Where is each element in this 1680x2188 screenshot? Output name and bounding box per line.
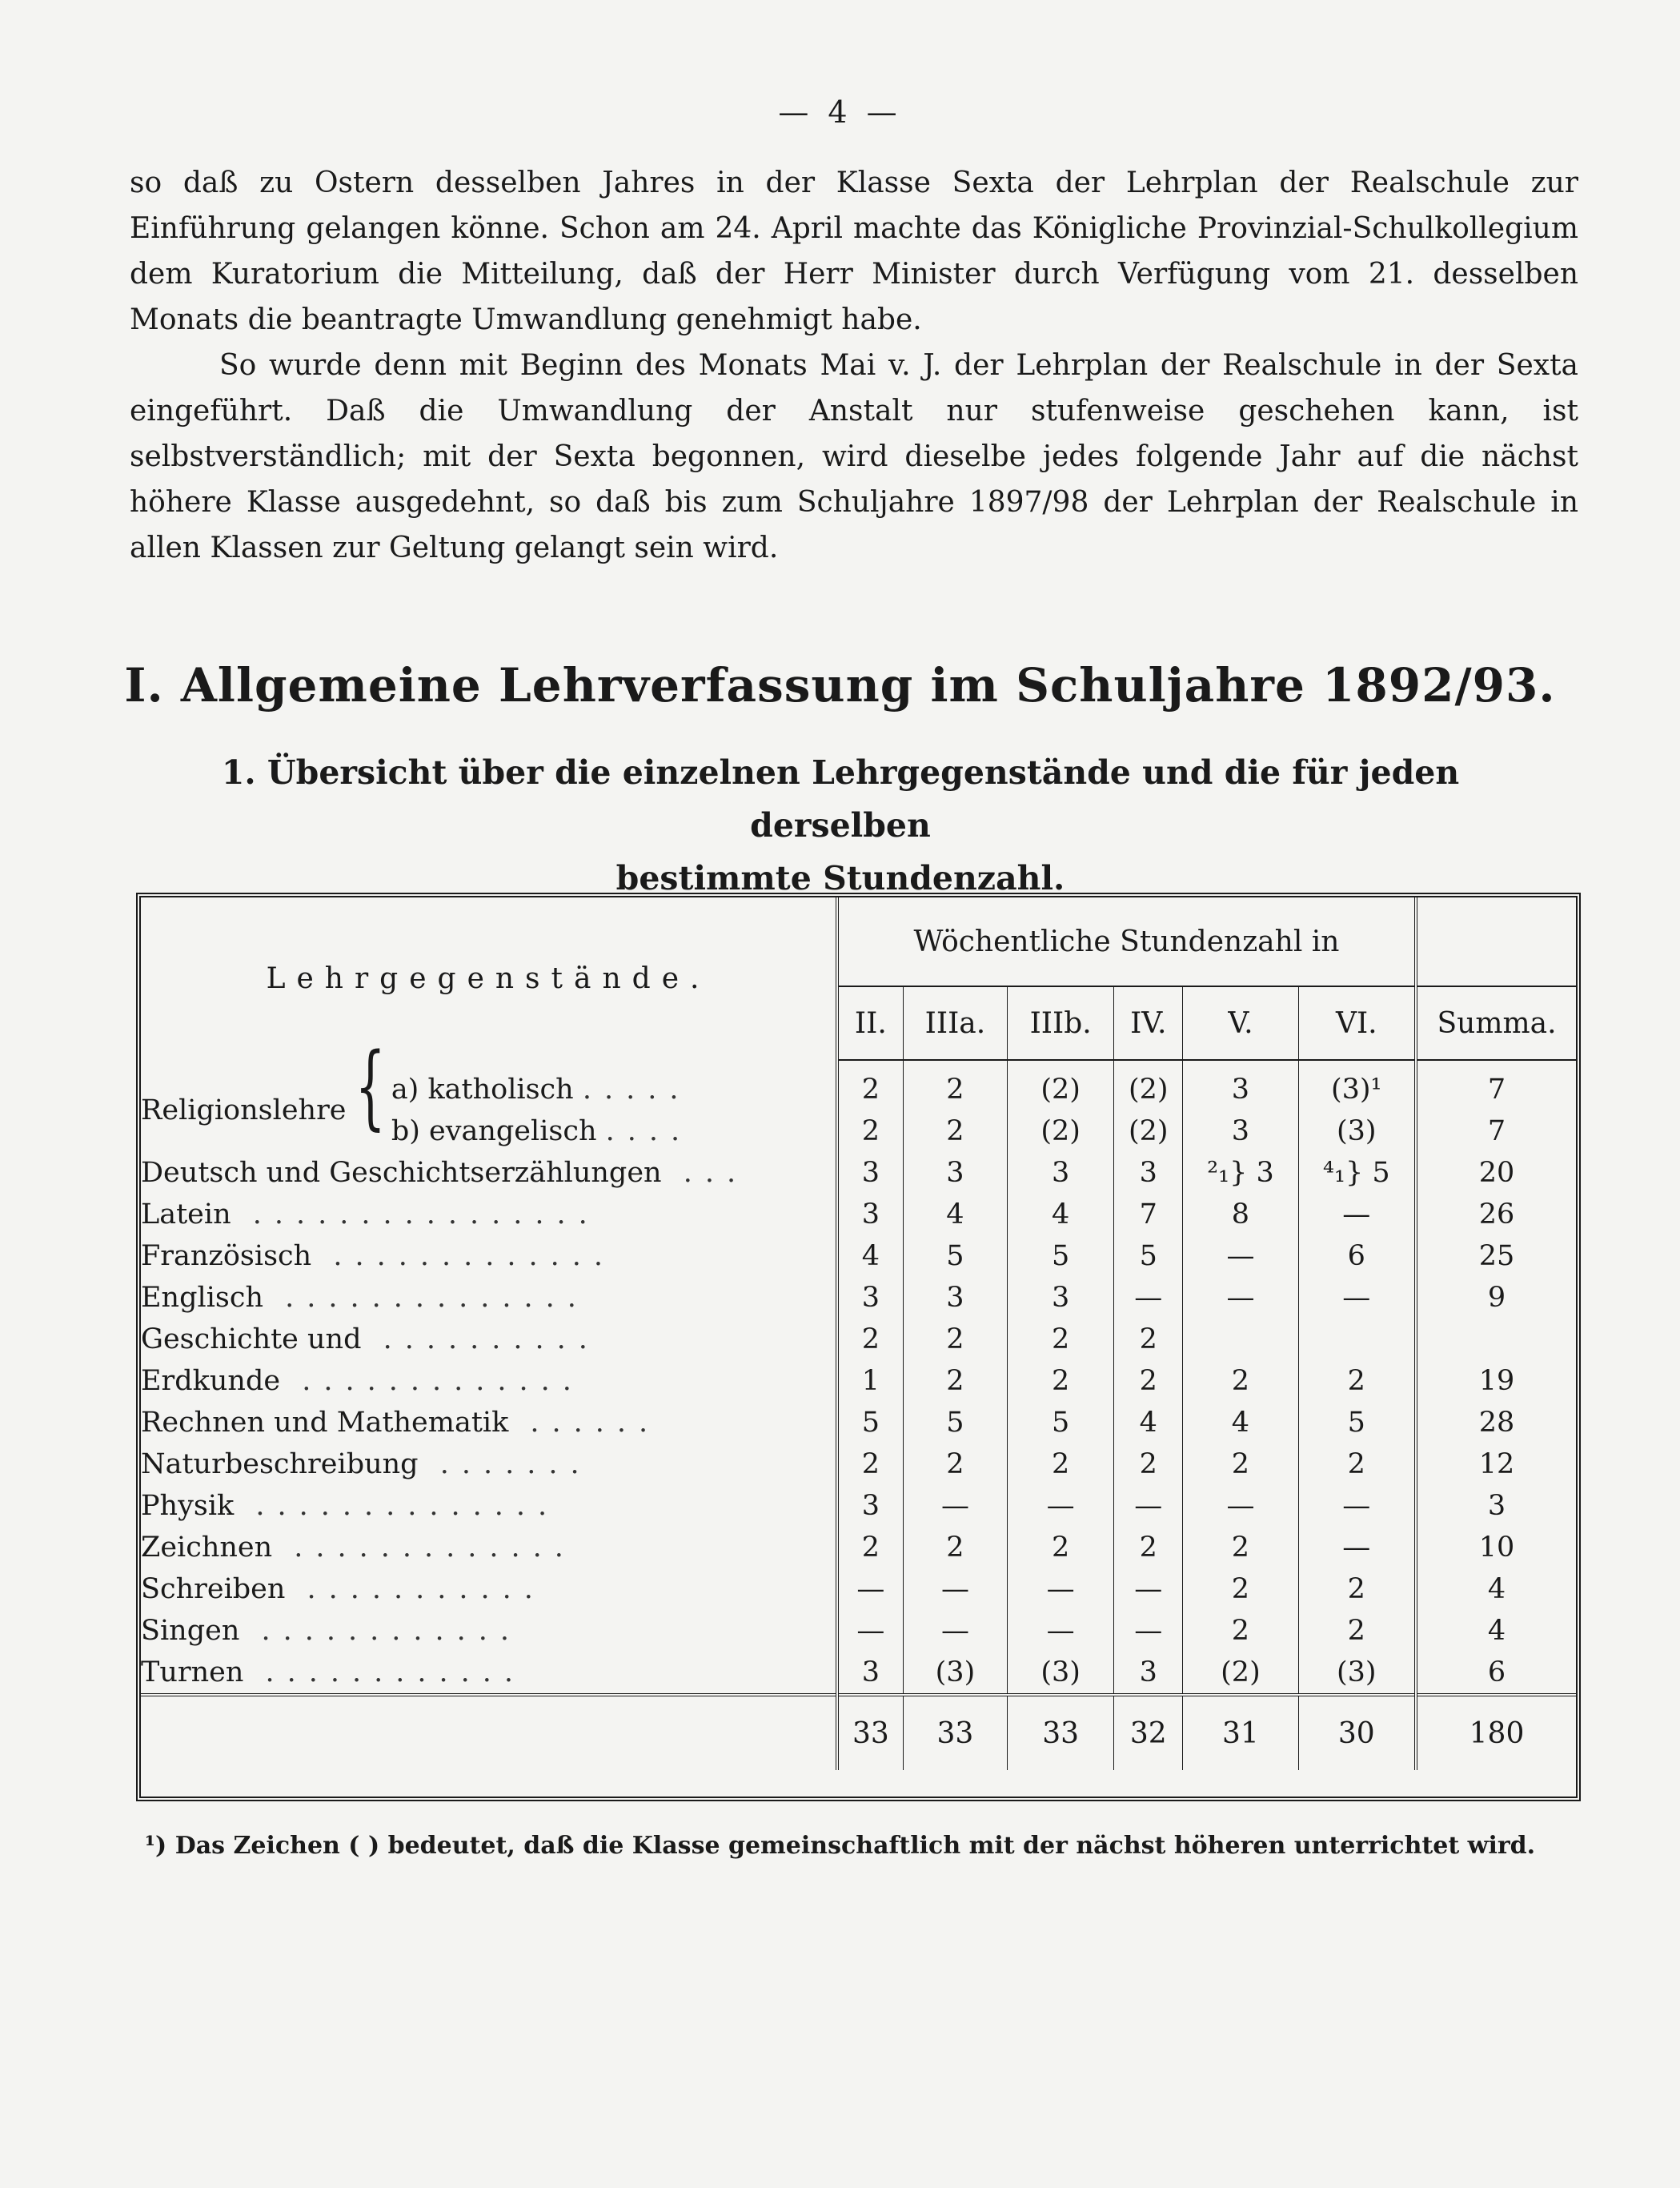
table-row: [141, 1443, 1576, 1485]
subject-name: Zeichnen: [141, 1532, 273, 1564]
table-cell: 2: [1298, 1610, 1416, 1652]
table-cell: 2: [1008, 1360, 1114, 1402]
table-cell: 2: [1183, 1360, 1298, 1402]
leader-dots: ..........: [361, 1323, 600, 1355]
table-row: [141, 1194, 1576, 1235]
table-cell: 5: [1114, 1235, 1183, 1277]
table-cell: 12: [1416, 1443, 1576, 1485]
table-row: [141, 1485, 1576, 1527]
table-row: [141, 1652, 1576, 1695]
table-row: [141, 1527, 1576, 1568]
section-title: I. Allgemeine Lehrverfassung im Schuljahre 1892/93.: [124, 658, 1556, 713]
table-cell: 2: [861, 1115, 880, 1147]
footnote-text: Das Zeichen ( ) bedeutet, daß die Klasse gemeinschaftlich mit der nächst höheren unterrichtet wird.: [174, 1832, 1536, 1860]
table-cell: 8: [1183, 1194, 1298, 1235]
subject-name: Rechnen und Mathematik: [141, 1407, 509, 1439]
subsection-title-line-2: bestimmte Stundenzahl.: [615, 859, 1065, 897]
table-cell: 2: [903, 1319, 1007, 1360]
table-cell: 1: [861, 1365, 880, 1397]
table-cell: 4: [1114, 1402, 1183, 1443]
subject-rows: [141, 1152, 1576, 1695]
table-row: [141, 1568, 1576, 1610]
table-cell: 3: [861, 1490, 880, 1522]
table-cell: (3)¹: [1298, 1060, 1416, 1110]
column-header: IV.: [1114, 986, 1183, 1060]
column-header: Summa.: [1416, 986, 1576, 1060]
table-cell: —: [1298, 1277, 1416, 1319]
weekly-hours-header: Wöchentliche Stundenzahl in: [913, 925, 1340, 958]
table-cell: 3: [861, 1198, 880, 1230]
table-cell: —: [1114, 1485, 1183, 1527]
leader-dots: .......: [418, 1448, 592, 1480]
table-cell: (2): [1008, 1110, 1114, 1152]
table-cell: 3: [1183, 1110, 1298, 1152]
table-cell: 2: [1114, 1360, 1183, 1402]
subject-name: Deutsch und Geschichtserzählungen: [141, 1157, 662, 1189]
table-row: [141, 1060, 1576, 1110]
table-cell: —: [1008, 1610, 1114, 1652]
column-header: VI.: [1298, 986, 1416, 1060]
table-cell: 4: [1183, 1402, 1298, 1443]
leader-dots: ..............: [263, 1282, 589, 1314]
table-cell: 5: [861, 1407, 880, 1439]
table-cell: 28: [1416, 1402, 1576, 1443]
table-cell: —: [903, 1610, 1007, 1652]
table-cell: 5: [1008, 1402, 1114, 1443]
table-cell: 2: [1298, 1443, 1416, 1485]
table-cell: 10: [1416, 1527, 1576, 1568]
table-cell: 3: [1008, 1152, 1114, 1194]
column-header: V.: [1183, 986, 1298, 1060]
leader-dots: ............: [239, 1615, 523, 1647]
subject-cell: [141, 1360, 837, 1402]
subsection-title-line-1: 1. Übersicht über die einzelnen Lehrgegenstände und die für jeden derselben: [221, 753, 1460, 845]
subject-cell: [141, 1568, 837, 1610]
column-header: IIIb.: [1008, 986, 1114, 1060]
religion-subitems: [391, 1069, 692, 1152]
table-cell: (3): [1008, 1652, 1114, 1695]
table-cell: 2: [1114, 1443, 1183, 1485]
table-cell: —: [1298, 1527, 1416, 1568]
table-cell: —: [1298, 1194, 1416, 1235]
subject-header: Lehrgegenstände.: [141, 897, 837, 1060]
table-cell: —: [1008, 1568, 1114, 1610]
table-cell: 4: [1008, 1194, 1114, 1235]
table-cell: [1416, 1319, 1576, 1360]
table-cell: [1298, 1319, 1416, 1360]
table-cell: 2: [861, 1323, 880, 1355]
leader-dots: .............: [280, 1365, 584, 1397]
subject-name: Erdkunde: [141, 1365, 281, 1397]
subject-cell: [141, 1485, 837, 1527]
religion-sub-a: a) katholisch: [391, 1073, 574, 1106]
total-cell: 31: [1183, 1695, 1298, 1770]
subject-name: Geschichte und: [141, 1323, 362, 1355]
table-cell: —: [1008, 1485, 1114, 1527]
table-cell: —: [856, 1615, 885, 1647]
total-cell: 180: [1416, 1695, 1576, 1770]
table-row: [141, 1277, 1576, 1319]
leader-dots: ......: [508, 1407, 661, 1439]
table-cell: 2: [903, 1360, 1007, 1402]
table-row: [141, 1319, 1576, 1360]
intro-paragraph-1: so daß zu Ostern desselben Jahres in der Klasse Sexta der Lehrplan der Realschule zur Einführung gelangen könne. Schon am 24. April machte das Königliche Provinzial-Schulkollegium dem Kuratorium die Mitteilung, daß der Herr Minister durch Verfügung vom 21. desselben Monats die beantragte Umwandlung genehmigt habe.: [130, 167, 1578, 336]
subject-cell: [141, 1277, 837, 1319]
table-cell: 3: [903, 1152, 1007, 1194]
table-cell: 2: [1114, 1527, 1183, 1568]
table-cell: 4: [1416, 1610, 1576, 1652]
table-row: [141, 1360, 1576, 1402]
table-cell: 2: [1183, 1568, 1298, 1610]
table-cell: [1183, 1319, 1298, 1360]
table-cell: 3: [1416, 1485, 1576, 1527]
leader-dots: ...: [661, 1157, 749, 1189]
leader-dots: ....: [605, 1114, 693, 1147]
subject-cell: [141, 1152, 837, 1194]
intro-text: [130, 160, 1578, 571]
subject-name: Latein: [141, 1198, 231, 1230]
table-cell: 3: [1114, 1652, 1183, 1695]
table-cell: (2): [1183, 1652, 1298, 1695]
table-cell: 7: [1114, 1194, 1183, 1235]
subsection-title: [160, 746, 1521, 905]
footnote: [0, 1832, 1680, 1860]
table-cell: —: [856, 1573, 885, 1605]
table-cell: ⁴₁} 5: [1298, 1152, 1416, 1194]
table-cell: 3: [861, 1157, 880, 1189]
table-cell: 20: [1416, 1152, 1576, 1194]
table-cell: —: [1183, 1277, 1298, 1319]
table-cell: 2: [861, 1532, 880, 1564]
subject-cell: [141, 1402, 837, 1443]
table-cell: 26: [1416, 1194, 1576, 1235]
table-cell: 25: [1416, 1235, 1576, 1277]
footnote-marker: ¹): [144, 1832, 167, 1860]
page-number: — 4 —: [778, 94, 902, 130]
total-cell: 33: [903, 1695, 1007, 1770]
table-cell: 2: [1183, 1443, 1298, 1485]
table-cell: 6: [1298, 1235, 1416, 1277]
table-cell: 2: [1298, 1360, 1416, 1402]
table-cell: 2: [1183, 1527, 1298, 1568]
subject-name: Englisch: [141, 1282, 263, 1314]
table-cell: (3): [1298, 1652, 1416, 1695]
table-cell: 3: [1183, 1060, 1298, 1110]
table-row: [141, 1152, 1576, 1194]
table-cell: 3: [861, 1282, 880, 1314]
intro-paragraph-2: So wurde denn mit Beginn des Monats Mai v. J. der Lehrplan der Realschule in der Sexta eingeführt. Daß die Umwandlung der Anstalt nur stufenweise geschehen kann, ist selbstverständlich; mit der Sexta begonnen, wird dieselbe jedes folgende Jahr auf die nächst höhere Klasse ausgedehnt, so daß bis zum Schuljahre 1897/98 der Lehrplan der Realschule in allen Klassen zur Geltung gelangt sein wird.: [130, 349, 1578, 564]
leader-dots: ................: [231, 1198, 600, 1230]
subject-cell: [141, 1652, 837, 1695]
table-cell: —: [1114, 1568, 1183, 1610]
subject-cell: [141, 1319, 837, 1360]
total-cell: 33: [1008, 1695, 1114, 1770]
table-cell: 5: [1298, 1402, 1416, 1443]
table-cell: —: [1183, 1235, 1298, 1277]
table-cell: 2: [1114, 1319, 1183, 1360]
table-cell: —: [1298, 1485, 1416, 1527]
table-cell: 7: [1416, 1110, 1576, 1152]
table-cell: —: [1183, 1485, 1298, 1527]
table-cell: 2: [903, 1443, 1007, 1485]
table-cell: 6: [1416, 1652, 1576, 1695]
table-cell: 4: [861, 1240, 880, 1272]
subject-cell: [141, 1610, 837, 1652]
table-cell: 2: [903, 1060, 1007, 1110]
summa-header-spacer: [1416, 897, 1576, 986]
table-cell: 9: [1416, 1277, 1576, 1319]
subject-cell: [141, 1235, 837, 1277]
table-cell: 4: [1416, 1568, 1576, 1610]
religion-label: Religionslehre: [141, 1094, 347, 1126]
table-row: [141, 1610, 1576, 1652]
table-cell: 2: [1008, 1319, 1114, 1360]
table-row: [141, 1402, 1576, 1443]
table-cell: —: [903, 1568, 1007, 1610]
table-cell: 2: [903, 1110, 1007, 1152]
subject-name: Naturbeschreibung: [141, 1448, 419, 1480]
table-cell: 3: [903, 1277, 1007, 1319]
table-cell: 19: [1416, 1360, 1576, 1402]
religion-sub-b: b) evangelisch: [391, 1114, 597, 1147]
table-cell: (2): [1008, 1060, 1114, 1110]
leader-dots: .............: [272, 1532, 576, 1564]
religion-cell: [141, 1034, 837, 1152]
table-cell: 2: [903, 1527, 1007, 1568]
left-brace: {: [355, 1034, 386, 1141]
column-header: II.: [837, 986, 903, 1060]
column-header: IIIa.: [903, 986, 1007, 1060]
total-cell: 32: [1114, 1695, 1183, 1770]
table-cell: —: [1114, 1610, 1183, 1652]
table-cell: 3: [861, 1656, 880, 1688]
table-cell: 2: [861, 1448, 880, 1480]
table-cell: —: [1114, 1277, 1183, 1319]
subject-name: Schreiben: [141, 1573, 286, 1605]
table-cell: (2): [1114, 1060, 1183, 1110]
table-cell: 5: [903, 1235, 1007, 1277]
table-cell: 2: [1298, 1568, 1416, 1610]
subject-cell: [141, 1527, 837, 1568]
lesson-hours-grid: [141, 897, 1576, 1770]
leader-dots: .............: [311, 1240, 615, 1272]
religion-sub-b-line: [391, 1110, 692, 1152]
table-cell: 2: [1008, 1443, 1114, 1485]
subject-cell: [141, 1443, 837, 1485]
religion-sub-a-line: [391, 1069, 692, 1110]
table-cell: (3): [1298, 1110, 1416, 1152]
subject-name: Turnen: [141, 1656, 244, 1688]
table-cell: 3: [1114, 1152, 1183, 1194]
table-cell: 2: [861, 1074, 880, 1106]
table-cell: 2: [1008, 1527, 1114, 1568]
subject-name: Physik: [141, 1490, 235, 1522]
leader-dots: .....: [582, 1073, 692, 1106]
totals-label-spacer: [141, 1695, 837, 1770]
table-cell: —: [903, 1485, 1007, 1527]
table-cell: 3: [1008, 1277, 1114, 1319]
subject-cell: [141, 1194, 837, 1235]
subject-name: Französisch: [141, 1240, 312, 1272]
table-row: [141, 1235, 1576, 1277]
table-cell: ²₁} 3: [1183, 1152, 1298, 1194]
total-cell: 30: [1298, 1695, 1416, 1770]
table-cell: 2: [1183, 1610, 1298, 1652]
table-cell: 7: [1416, 1060, 1576, 1110]
table-cell: (3): [903, 1652, 1007, 1695]
table-cell: 4: [903, 1194, 1007, 1235]
subject-name: Singen: [141, 1615, 240, 1647]
table-cell: 5: [903, 1402, 1007, 1443]
totals-row: [141, 1695, 1576, 1770]
leader-dots: ............: [243, 1656, 527, 1688]
leader-dots: ..............: [234, 1490, 560, 1522]
table-cell: (2): [1114, 1110, 1183, 1152]
leader-dots: ...........: [285, 1573, 546, 1605]
table-cell: 5: [1008, 1235, 1114, 1277]
lesson-hours-table: [136, 893, 1581, 1801]
total-cell: 33: [837, 1695, 903, 1770]
